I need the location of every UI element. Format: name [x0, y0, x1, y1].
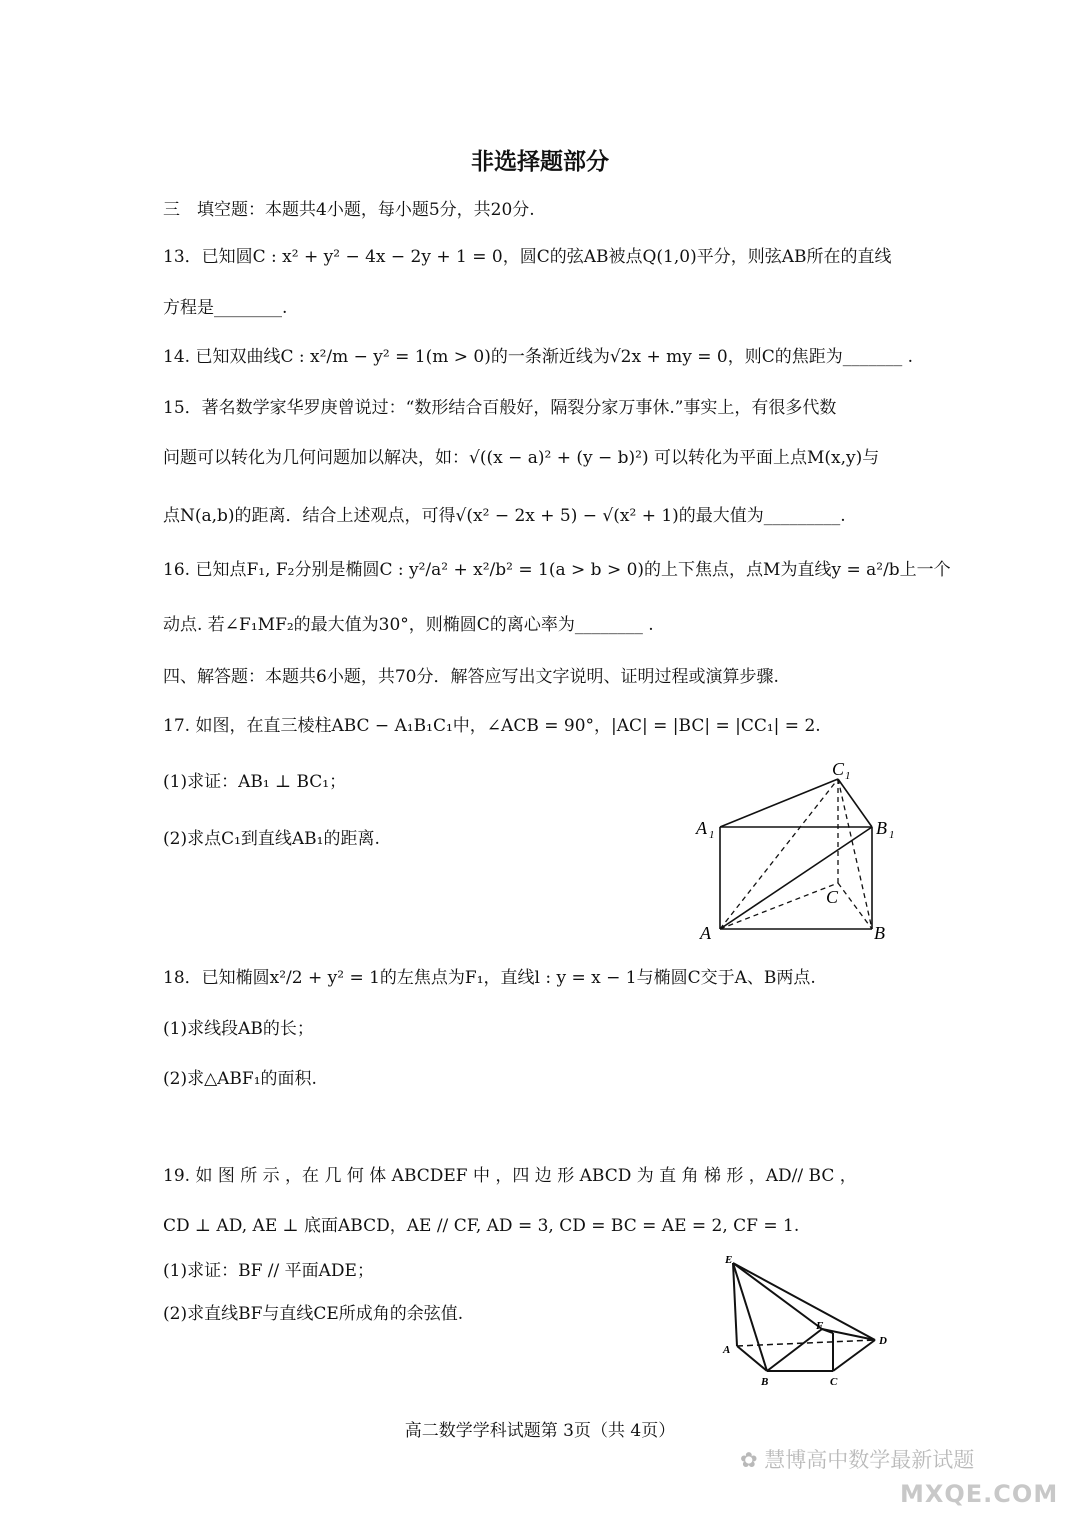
wechat-watermark [740, 1444, 974, 1474]
site-watermark: MXQE.COM [900, 1480, 1059, 1508]
q17-stem: 17. 如图，在直三棱柱ABC − A₁B₁C₁中，∠ACB = 90°，|AC| = |BC| = |CC₁| = 2. [163, 716, 821, 736]
edge-ef [733, 1263, 822, 1329]
prism-figure [690, 757, 900, 942]
label-c: C [830, 1376, 838, 1388]
q18-part2: (2)求△ABF₁的面积. [163, 1069, 317, 1089]
q13-line2: 方程是________. [163, 298, 288, 318]
wechat-watermark-text: 慧博高中数学最新试题 [764, 1448, 975, 1472]
label-b: B [874, 923, 885, 943]
label-c1-sub: 1 [845, 770, 851, 782]
label-c: C [826, 887, 839, 907]
q15-line1: 15．著名数学家华罗庚曾说过：“数形结合百般好，隔裂分家万事休.”事实上，有很多代数 [163, 398, 837, 418]
label-a: A [723, 1344, 731, 1356]
label-f: F [816, 1320, 824, 1332]
q17-part2: (2)求点C₁到直线AB₁的距离. [163, 829, 380, 849]
section3-heading: 三 填空题：本题共4小题，每小题5分，共20分. [163, 200, 535, 220]
q18-stem: 18．已知椭圆x²/2 + y² = 1的左焦点为F₁，直线l : y = x − 1与椭圆C交于A、B两点. [163, 968, 816, 988]
q15-line3: 点N(a,b)的距离．结合上述观点，可得√(x² − 2x + 5) − √(x² + 1)的最大值为_________. [163, 506, 846, 526]
q19-part1: (1)求证：BF // 平面ADE； [163, 1261, 374, 1281]
edge-fd [822, 1329, 875, 1340]
label-b1-sub: 1 [889, 829, 895, 841]
edge-c1b1 [838, 779, 872, 827]
label-e: E [725, 1254, 733, 1266]
edge-cd [833, 1340, 875, 1371]
solid-figure [715, 1253, 905, 1388]
q18-part1: (1)求线段AB的长； [163, 1019, 314, 1039]
edge-a1c1 [720, 779, 838, 827]
q19-line2: CD ⊥ AD, AE ⊥ 底面ABCD，AE // CF, AD = 3, CD = BC = AE = 2, CF = 1. [163, 1216, 800, 1236]
wechat-icon: ✿ [740, 1448, 765, 1472]
q16-line1: 16. 已知点F₁, F₂分别是椭圆C : y²/a² + x²/b² = 1(a > b > 0)的上下焦点，点M为直线y = a²/b上一个 [163, 560, 951, 580]
label-c1: C [832, 759, 845, 779]
q19-part2: (2)求直线BF与直线CE所成角的余弦值. [163, 1304, 464, 1324]
label-a: A [700, 923, 711, 943]
section4-heading: 四、解答题：本题共6小题，共70分．解答应写出文字说明、证明过程或演算步骤. [163, 667, 779, 687]
q15-line2: 问题可以转化为几何问题加以解决，如：√((x − a)² + (y − b)²) 可以转化为平面上点M(x,y)与 [163, 448, 880, 468]
segment-ab1 [720, 827, 872, 929]
label-a1: A [696, 818, 707, 838]
q14-line: 14. 已知双曲线C : x²/m − y² = 1(m > 0)的一条渐近线为√2x + my = 0，则C的焦距为_______ . [163, 347, 914, 367]
label-b: B [761, 1376, 769, 1388]
page-footer: 高二数学学科试题第 3页（共 4页） [404, 1421, 676, 1441]
q13-line1: 13．已知圆C : x² + y² − 4x − 2y + 1 = 0，圆C的弦AB被点Q(1,0)平分，则弦AB所在的直线 [163, 247, 892, 267]
label-d: D [879, 1335, 887, 1347]
q16-line2: 动点. 若∠F₁MF₂的最大值为30°，则椭圆C的离心率为________ . [163, 615, 654, 635]
edge-bf [767, 1329, 822, 1371]
q17-part1: (1)求证：AB₁ ⊥ BC₁； [163, 772, 347, 792]
q19-line1: 19. 如 图 所 示 ，在 几 何 体 ABCDEF 中 ，四 边 形 ABCD 为 直 角 梯 形 ，AD// BC ， [163, 1166, 857, 1186]
label-b1: B [876, 818, 887, 838]
label-a1-sub: 1 [709, 829, 715, 841]
section-title: 非选择题部分 [471, 149, 609, 175]
